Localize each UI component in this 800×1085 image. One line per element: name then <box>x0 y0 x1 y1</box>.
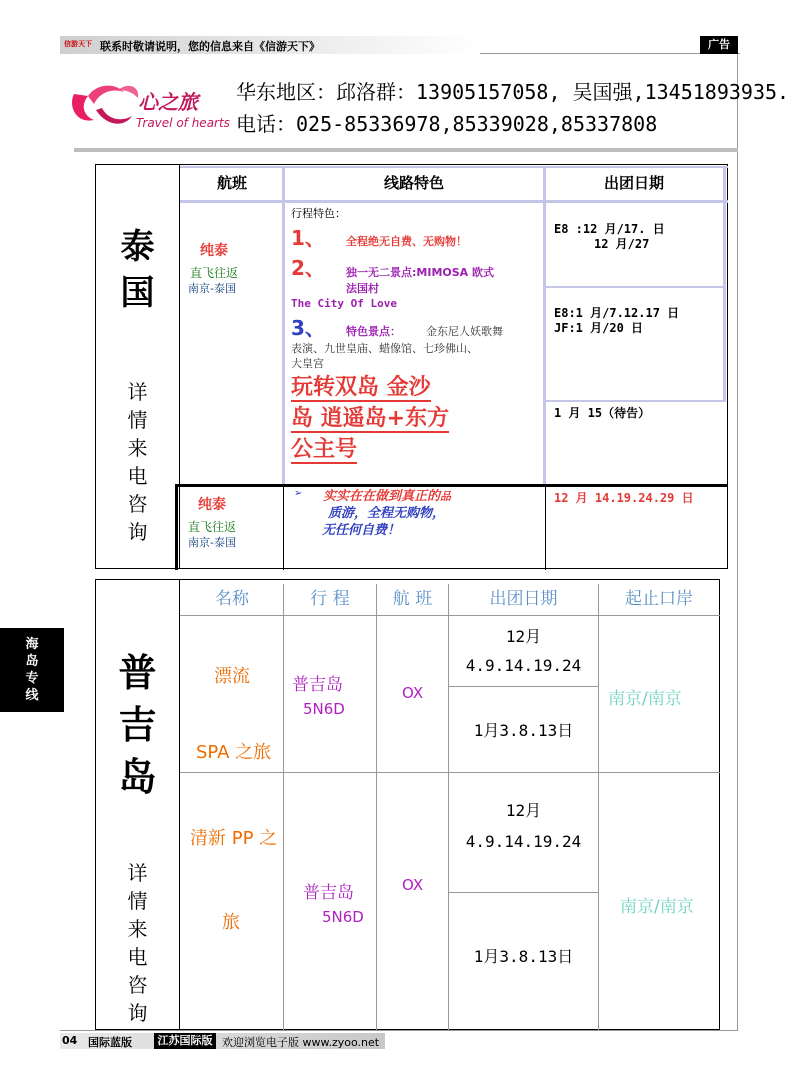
phuket-title-char: 普 <box>118 651 157 695</box>
phuket-table <box>95 579 720 1030</box>
promo-text: 无任何自费！ <box>322 523 401 538</box>
flight-direct: 直飞往返 <box>188 520 237 534</box>
item-label: 特色景点： <box>346 325 401 338</box>
column-divider <box>543 166 546 486</box>
logo-english: Travel of hearts <box>136 116 230 130</box>
source-notice: 联系时敬请说明，您的信息来自《信游天下》 <box>100 40 320 53</box>
column-divider <box>376 584 377 1030</box>
flight-code: OX <box>402 876 424 894</box>
column-divider <box>282 166 285 486</box>
header-route: 行 程 <box>310 589 350 609</box>
departure-date: 1 月 15（待告） <box>554 406 651 420</box>
promo-text <box>323 488 451 505</box>
tour-tag: 纯泰 <box>200 243 228 259</box>
consult-char: 情 <box>127 889 148 913</box>
item-number: 3、 <box>291 316 325 340</box>
tab-char: 海 <box>25 637 39 652</box>
consult-char: 咨 <box>127 492 148 516</box>
consult-char: 详 <box>127 380 148 404</box>
item-text: 独一无二景点:MIMOSA 欧式 <box>346 266 494 279</box>
consult-char: 来 <box>127 917 148 941</box>
highlight-line: 岛 逍遥岛+东方 <box>291 406 450 431</box>
item-text: 全程绝无自费、无购物！ <box>346 235 467 248</box>
logo-chinese: 心之旅 <box>138 90 198 114</box>
route-duration: 5N6D <box>303 700 345 718</box>
departure-month: 12月 <box>505 801 542 820</box>
column-divider <box>723 166 726 402</box>
promo-text: 质游，全程无购物， <box>328 506 446 521</box>
date-divider <box>448 892 598 893</box>
highlight-line: 公主号 <box>291 437 358 462</box>
itinerary-label: 行程特色： <box>291 207 346 220</box>
item-number: 2、 <box>291 256 325 280</box>
departure-date: E8:1 月/7.12.17 日 <box>554 306 680 320</box>
highlight-text <box>291 372 541 465</box>
date-divider <box>546 286 726 288</box>
flight-route: 南京-泰国 <box>188 282 236 295</box>
item-text: 表演、九世皇庙、蜡像馆、七珍佛山、 <box>291 342 478 355</box>
consult-char: 电 <box>127 945 148 969</box>
thailand-title-char: 国 <box>120 273 155 313</box>
contact-line-1: 华东地区：邱洛群：13905157058, 吴国强,13451893935. <box>236 80 790 104</box>
contact-line-2: 电话：025-85336978,85339028,85337808 <box>236 112 658 136</box>
consult-char: 电 <box>127 464 148 488</box>
bullet-icon: ➢ <box>294 488 303 499</box>
item-text: 法国村 <box>346 282 379 295</box>
tour-name: 旅 <box>222 912 240 933</box>
consult-char: 来 <box>127 436 148 460</box>
promo-text-a2: 品 <box>440 490 452 503</box>
right-rule <box>737 54 738 1030</box>
item-number: 1、 <box>291 226 325 250</box>
tour-name: 漂流 <box>214 666 250 687</box>
header-dates: 出团日期 <box>603 174 664 192</box>
consult-char: 询 <box>127 520 148 544</box>
page-number: 04 <box>62 1034 78 1047</box>
departure-date: E8 :12 月/17. 日 <box>554 222 665 236</box>
item-text: 大皇宫 <box>291 357 324 370</box>
consult-char: 情 <box>127 408 148 432</box>
column-divider <box>283 584 284 1030</box>
row-divider <box>180 772 720 773</box>
departure-date: 12 月 14.19.24.29 日 <box>554 491 694 505</box>
header-divider <box>180 615 720 616</box>
header-name: 名称 <box>215 589 249 609</box>
thailand-side <box>95 164 180 569</box>
port: 南京/南京 <box>620 897 694 917</box>
departure-days: 4.9.14.19.24 <box>465 832 582 851</box>
consult-char: 详 <box>127 861 148 885</box>
flight-code: OX <box>402 684 424 702</box>
tab-char: 专 <box>25 671 39 686</box>
departure-date: 1月3.8.13日 <box>473 947 574 966</box>
phuket-title-char: 吉 <box>118 703 157 747</box>
island-route-tab <box>0 628 64 712</box>
footer-rule <box>60 1030 738 1031</box>
departure-date: 12 月/27 <box>594 237 650 251</box>
row-left-border <box>175 484 178 570</box>
tour-name: 清新 PP 之 <box>190 828 278 849</box>
tab-char: 线 <box>25 688 39 703</box>
departure-month: 12月 <box>505 627 542 646</box>
consult-char: 咨 <box>127 973 148 997</box>
date-divider <box>546 400 726 402</box>
route-name: 普吉岛 <box>292 675 343 695</box>
departure-days: 4.9.14.19.24 <box>465 656 582 675</box>
header-flight: 航班 <box>216 174 247 192</box>
route-duration: 5N6D <box>322 908 364 926</box>
header-features: 线路特色 <box>383 174 444 192</box>
tab-char: 岛 <box>25 654 39 669</box>
promo-text-a: 实实在在做到真正的 <box>323 489 441 504</box>
column-divider <box>545 487 546 570</box>
tour-name: SPA 之旅 <box>196 742 272 763</box>
departure-date: 1月3.8.13日 <box>473 721 574 740</box>
consult-char: 询 <box>127 1001 148 1025</box>
edition-label: 国际蓝版 <box>88 1036 132 1049</box>
header-rule <box>74 148 738 152</box>
flight-route: 南京-泰国 <box>188 536 236 549</box>
header-flight: 航 班 <box>392 589 433 609</box>
highlight-line: 玩转双岛 金沙 <box>291 375 431 400</box>
header-port: 起止口岸 <box>625 589 693 609</box>
departure-date: JF:1 月/20 日 <box>554 321 644 335</box>
date-divider <box>448 686 598 687</box>
header-dates: 出团日期 <box>489 589 558 609</box>
route-name: 普吉岛 <box>303 883 354 903</box>
item-text: The City Of Love <box>291 297 397 310</box>
thailand-title-char: 泰 <box>120 227 155 267</box>
column-divider <box>283 487 284 570</box>
phuket-side <box>95 579 180 1030</box>
column-divider <box>598 584 599 1030</box>
region-box: 江苏国际版 <box>154 1033 216 1049</box>
phuket-title-char: 岛 <box>118 755 157 799</box>
port: 南京/南京 <box>608 689 682 709</box>
tour-tag: 纯泰 <box>198 497 226 513</box>
website-link[interactable]: 欢迎浏览电子版 www.zyoo.net <box>222 1036 380 1049</box>
row-divider <box>175 484 728 487</box>
ad-tag: 广告 <box>700 36 738 54</box>
item-text: 金东尼人妖歌舞 <box>426 325 503 338</box>
flight-direct: 直飞往返 <box>190 266 239 280</box>
mini-logo: 信游天下 <box>64 40 92 48</box>
